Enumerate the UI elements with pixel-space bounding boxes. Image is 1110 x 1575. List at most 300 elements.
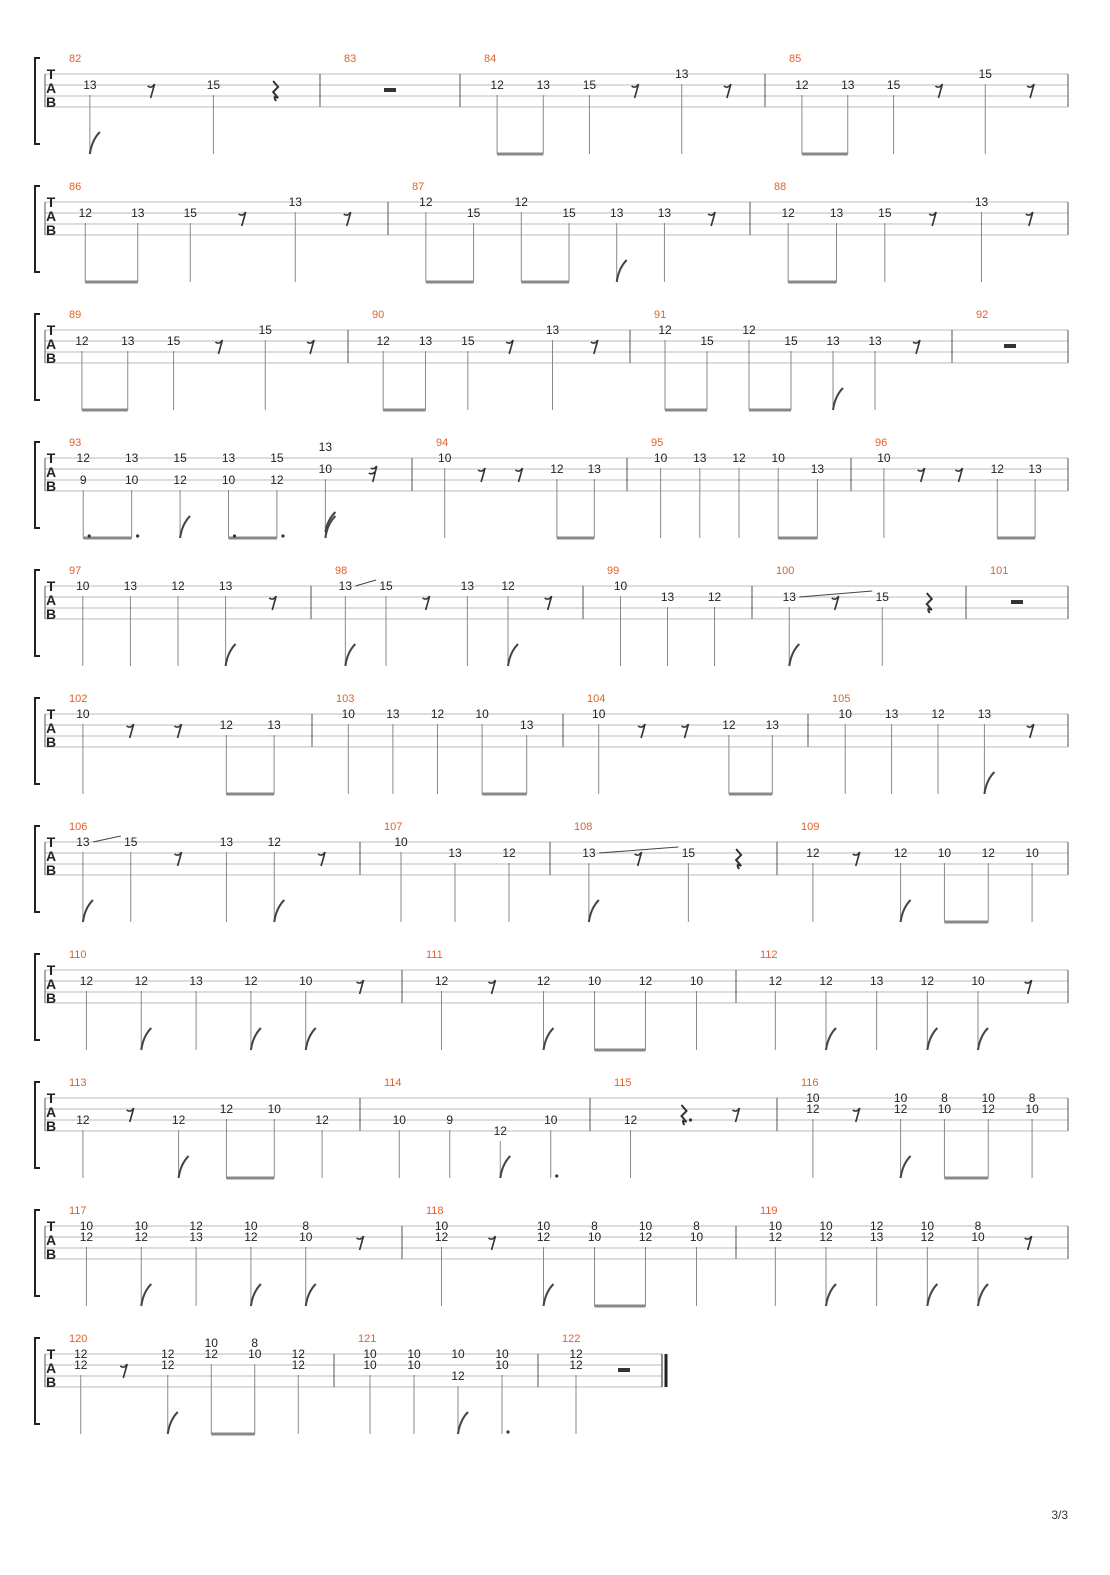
fret-number: 13 bbox=[448, 846, 462, 860]
note-flag bbox=[83, 900, 93, 922]
half-rest bbox=[1004, 344, 1016, 348]
half-rest bbox=[618, 1368, 630, 1372]
fret-number: 10 bbox=[204, 1336, 218, 1350]
note-flag bbox=[901, 900, 911, 922]
measure-number: 82 bbox=[69, 53, 82, 65]
system-bracket bbox=[35, 954, 40, 1040]
duration-dot bbox=[233, 534, 236, 537]
tab-clef-letter: A bbox=[45, 1232, 57, 1248]
measure bbox=[654, 309, 920, 410]
measure-number: 117 bbox=[69, 1205, 87, 1217]
fret-number: 12 bbox=[451, 1369, 465, 1383]
note-flag bbox=[306, 1028, 316, 1050]
measure bbox=[69, 565, 276, 666]
tab-system bbox=[35, 181, 1068, 282]
tab-clef-letter: T bbox=[46, 578, 56, 594]
fret-number: 15 bbox=[270, 451, 284, 465]
fret-number: 15 bbox=[258, 323, 272, 337]
fret-number: 13 bbox=[76, 835, 90, 849]
tab-clef-letter: B bbox=[45, 1374, 57, 1390]
fret-number: 13 bbox=[123, 579, 138, 593]
note-flag bbox=[927, 1284, 937, 1306]
tab-clef-letter: T bbox=[46, 706, 56, 722]
fret-number: 12 bbox=[569, 1347, 583, 1361]
rest-dot bbox=[689, 1118, 692, 1121]
fret-number: 15 bbox=[784, 334, 798, 348]
fret-number: 12 bbox=[219, 1102, 234, 1116]
measure bbox=[801, 821, 1039, 922]
tab-system bbox=[35, 1205, 1068, 1306]
note-flag bbox=[544, 1028, 554, 1050]
measure-number: 109 bbox=[801, 821, 820, 833]
fret-number: 12 bbox=[219, 718, 233, 732]
half-rest bbox=[384, 88, 396, 92]
fret-number: 12 bbox=[270, 473, 284, 487]
tab-system bbox=[35, 693, 1068, 794]
fret-number: 13 bbox=[782, 590, 796, 604]
measure-number: 99 bbox=[607, 565, 620, 577]
fret-number: 10 bbox=[592, 707, 606, 721]
tab-clef-letter: B bbox=[45, 222, 57, 238]
fret-number: 10 bbox=[689, 974, 704, 988]
fret-number: 15 bbox=[700, 334, 714, 348]
fret-number: 15 bbox=[379, 579, 393, 593]
fret-number: 12 bbox=[161, 1358, 175, 1372]
fret-number: 10 bbox=[613, 579, 628, 593]
measure-number: 111 bbox=[426, 949, 443, 961]
system-bracket bbox=[35, 314, 40, 400]
fret-number: 13 bbox=[536, 78, 550, 92]
measure bbox=[574, 821, 741, 922]
fret-number: 10 bbox=[587, 974, 602, 988]
tab-clef-letter: B bbox=[45, 734, 57, 750]
measure-number: 91 bbox=[654, 309, 667, 321]
measure bbox=[436, 437, 601, 538]
fret-number: 12 bbox=[493, 1124, 507, 1138]
measure bbox=[335, 565, 552, 666]
fret-number: 10 bbox=[434, 1219, 449, 1233]
fret-number: 15 bbox=[886, 78, 901, 92]
fret-number: 12 bbox=[173, 473, 187, 487]
fret-number: 12 bbox=[134, 974, 148, 988]
slide-line bbox=[799, 591, 872, 597]
fret-number: 12 bbox=[981, 1102, 995, 1116]
quarter-rest bbox=[682, 1105, 687, 1125]
note-flag bbox=[251, 1028, 261, 1050]
tab-system bbox=[35, 437, 1068, 538]
fret-number: 15 bbox=[166, 334, 181, 348]
measure-number: 110 bbox=[69, 949, 87, 961]
measure-number: 85 bbox=[789, 53, 802, 65]
measure-number: 84 bbox=[484, 53, 497, 65]
measure bbox=[651, 437, 824, 538]
half-rest bbox=[1011, 600, 1023, 604]
measure-number: 104 bbox=[587, 693, 606, 705]
system-bracket bbox=[35, 58, 40, 144]
fret-number: 12 bbox=[419, 195, 433, 209]
tab-clef-letter: T bbox=[46, 962, 56, 978]
fret-number: 12 bbox=[189, 1219, 203, 1233]
page-number: 3/3 bbox=[1051, 1508, 1068, 1522]
fret-number: 12 bbox=[134, 1230, 148, 1244]
measure bbox=[484, 53, 731, 154]
tab-clef-letter: T bbox=[46, 66, 56, 82]
tab-clef-letter: A bbox=[45, 720, 57, 736]
tab-clef-letter: A bbox=[45, 208, 57, 224]
fret-number: 12 bbox=[795, 78, 809, 92]
fret-number: 10 bbox=[495, 1347, 509, 1361]
tab-clef-letter: A bbox=[45, 80, 57, 96]
fret-number: 12 bbox=[75, 334, 89, 348]
fret-number: 12 bbox=[707, 590, 722, 604]
measure bbox=[875, 437, 1042, 538]
fret-number: 12 bbox=[550, 462, 564, 476]
fret-number: 13 bbox=[868, 334, 882, 348]
fret-number: 13 bbox=[884, 707, 899, 721]
tab-clef-letter: T bbox=[46, 834, 56, 850]
measure-number: 98 bbox=[335, 565, 348, 577]
measure bbox=[832, 693, 1034, 794]
tab-clef-letter: T bbox=[46, 1090, 56, 1106]
fret-number: 10 bbox=[341, 707, 355, 721]
note-flag bbox=[826, 1284, 836, 1306]
fret-number: 13 bbox=[83, 78, 97, 92]
measure bbox=[426, 1205, 703, 1306]
tab-system bbox=[35, 309, 1068, 410]
measure bbox=[69, 949, 364, 1050]
fret-number: 13 bbox=[693, 451, 707, 465]
fret-number: 12 bbox=[430, 707, 445, 721]
fret-number: 8 bbox=[302, 1219, 310, 1233]
fret-number: 12 bbox=[79, 974, 94, 988]
measure bbox=[344, 53, 396, 92]
fret-number: 10 bbox=[407, 1358, 421, 1372]
fret-number: 10 bbox=[394, 835, 408, 849]
fret-number: 12 bbox=[638, 974, 653, 988]
fret-number: 13 bbox=[221, 451, 236, 465]
fret-number: 10 bbox=[248, 1347, 262, 1361]
fret-number: 10 bbox=[221, 473, 236, 487]
note-flag bbox=[901, 1156, 911, 1178]
fret-number: 10 bbox=[451, 1347, 465, 1361]
measure bbox=[69, 309, 314, 410]
measure-number: 120 bbox=[69, 1333, 88, 1345]
fret-number: 12 bbox=[819, 974, 833, 988]
measure bbox=[990, 565, 1023, 604]
fret-number: 12 bbox=[76, 451, 90, 465]
measure bbox=[358, 1333, 510, 1434]
system-bracket bbox=[35, 1210, 40, 1296]
fret-number: 12 bbox=[267, 835, 281, 849]
fret-number: 12 bbox=[893, 1102, 908, 1116]
measure bbox=[976, 309, 1016, 348]
fret-number: 12 bbox=[434, 1230, 449, 1244]
fret-number: 10 bbox=[689, 1230, 704, 1244]
measure-number: 107 bbox=[384, 821, 403, 833]
fret-number: 12 bbox=[376, 334, 390, 348]
fret-number: 10 bbox=[806, 1091, 820, 1105]
measure bbox=[69, 1077, 329, 1178]
fret-number: 15 bbox=[978, 67, 992, 81]
measure-number: 103 bbox=[336, 693, 355, 705]
measure-number: 83 bbox=[344, 53, 357, 65]
measure bbox=[69, 53, 278, 154]
fret-number: 12 bbox=[79, 1230, 94, 1244]
system-bracket bbox=[35, 570, 40, 656]
fret-number: 12 bbox=[981, 846, 995, 860]
fret-number: 12 bbox=[768, 1230, 783, 1244]
fret-number: 10 bbox=[76, 707, 90, 721]
fret-number: 13 bbox=[841, 78, 855, 92]
fret-number: 12 bbox=[722, 718, 736, 732]
fret-number: 12 bbox=[931, 707, 945, 721]
tab-clef-letter: T bbox=[46, 1346, 56, 1362]
measure-number: 97 bbox=[69, 565, 82, 577]
fret-number: 12 bbox=[819, 1230, 833, 1244]
note-flag bbox=[226, 644, 236, 666]
fret-number: 10 bbox=[587, 1230, 602, 1244]
measure-number: 108 bbox=[574, 821, 593, 833]
fret-number: 15 bbox=[206, 78, 221, 92]
fret-number: 13 bbox=[675, 67, 689, 81]
note-flag bbox=[274, 900, 284, 922]
measure bbox=[412, 181, 715, 282]
tab-clef-letter: B bbox=[45, 350, 57, 366]
fret-number: 10 bbox=[299, 1230, 313, 1244]
fret-number: 8 bbox=[941, 1091, 948, 1105]
fret-number: 10 bbox=[134, 1219, 148, 1233]
fret-number: 13 bbox=[218, 579, 233, 593]
tab-system bbox=[35, 53, 1068, 154]
measure-number: 101 bbox=[990, 565, 1009, 577]
fret-number: 10 bbox=[76, 579, 90, 593]
measure-number: 118 bbox=[426, 1205, 444, 1217]
measure-number: 88 bbox=[774, 181, 787, 193]
note-flag bbox=[500, 1156, 510, 1178]
measure-number: 100 bbox=[776, 565, 795, 577]
fret-number: 10 bbox=[79, 1219, 94, 1233]
duration-dot bbox=[506, 1430, 509, 1433]
tab-clef-letter: A bbox=[45, 592, 57, 608]
measure-number: 105 bbox=[832, 693, 851, 705]
measure bbox=[69, 821, 325, 922]
measure-number: 114 bbox=[384, 1077, 402, 1089]
fret-number: 10 bbox=[392, 1113, 406, 1127]
fret-number: 13 bbox=[582, 846, 596, 860]
fret-number: 13 bbox=[587, 462, 601, 476]
measure-number: 119 bbox=[760, 1205, 778, 1217]
fret-number: 12 bbox=[623, 1113, 638, 1127]
fret-number: 10 bbox=[244, 1219, 258, 1233]
tab-system bbox=[35, 821, 1068, 922]
slide-line bbox=[355, 580, 376, 586]
fret-number: 13 bbox=[318, 440, 333, 454]
fret-number: 8 bbox=[693, 1219, 700, 1233]
fret-number: 9 bbox=[446, 1113, 454, 1127]
fret-number: 12 bbox=[502, 846, 516, 860]
fret-number: 15 bbox=[124, 835, 138, 849]
system-bracket bbox=[35, 442, 40, 528]
fret-number: 13 bbox=[1028, 462, 1042, 476]
fret-number: 12 bbox=[869, 1219, 884, 1233]
tab-clef-letter: A bbox=[45, 464, 57, 480]
fret-number: 12 bbox=[291, 1358, 305, 1372]
measure-number: 121 bbox=[358, 1333, 377, 1345]
fret-number: 10 bbox=[819, 1219, 833, 1233]
fret-number: 13 bbox=[520, 718, 534, 732]
note-flag bbox=[833, 388, 843, 410]
fret-number: 10 bbox=[893, 1091, 908, 1105]
tab-system bbox=[35, 1077, 1068, 1178]
fret-number: 13 bbox=[869, 1230, 884, 1244]
system-bracket bbox=[35, 1338, 40, 1424]
fret-number: 8 bbox=[974, 1219, 982, 1233]
duration-dot bbox=[555, 1174, 558, 1177]
note-flag bbox=[251, 1284, 261, 1306]
note-flag bbox=[90, 132, 100, 154]
fret-number: 13 bbox=[189, 974, 203, 988]
measure bbox=[69, 693, 281, 794]
measure bbox=[607, 565, 721, 666]
fret-number: 13 bbox=[545, 323, 560, 337]
fret-number: 13 bbox=[660, 590, 675, 604]
fret-number: 10 bbox=[768, 1219, 783, 1233]
fret-number: 10 bbox=[877, 451, 891, 465]
fret-number: 15 bbox=[562, 206, 576, 220]
fret-number: 13 bbox=[765, 718, 779, 732]
measure bbox=[801, 1077, 1039, 1178]
tab-system bbox=[35, 1333, 666, 1434]
measure bbox=[384, 821, 516, 922]
measure-number: 89 bbox=[69, 309, 82, 321]
fret-number: 13 bbox=[124, 451, 139, 465]
fret-number: 15 bbox=[173, 451, 187, 465]
tab-clef-letter: A bbox=[45, 1104, 57, 1120]
fret-number: 13 bbox=[121, 334, 135, 348]
tab-clef-letter: A bbox=[45, 1360, 57, 1376]
system-bracket bbox=[35, 1082, 40, 1168]
measure-number: 106 bbox=[69, 821, 88, 833]
measure bbox=[336, 693, 534, 794]
measure bbox=[587, 693, 779, 794]
fret-number: 12 bbox=[161, 1347, 175, 1361]
fret-number: 12 bbox=[536, 974, 551, 988]
tab-system bbox=[35, 949, 1068, 1050]
duration-dot bbox=[136, 534, 139, 537]
fret-number: 12 bbox=[78, 206, 92, 220]
tab-clef-letter: A bbox=[45, 336, 57, 352]
fret-number: 10 bbox=[438, 451, 452, 465]
measure-number: 116 bbox=[801, 1077, 819, 1089]
tab-system bbox=[35, 565, 1068, 666]
fret-number: 10 bbox=[771, 451, 785, 465]
note-flag bbox=[345, 644, 355, 666]
measure bbox=[69, 1333, 305, 1434]
measure-number: 115 bbox=[614, 1077, 632, 1089]
measure-number: 95 bbox=[651, 437, 664, 449]
fret-number: 12 bbox=[920, 974, 935, 988]
tab-clef-letter: T bbox=[46, 322, 56, 338]
fret-number: 12 bbox=[291, 1347, 305, 1361]
note-flag bbox=[927, 1028, 937, 1050]
fret-number: 10 bbox=[407, 1347, 421, 1361]
fret-number: 12 bbox=[569, 1358, 583, 1372]
note-flag bbox=[544, 1284, 554, 1306]
fret-number: 12 bbox=[806, 1102, 820, 1116]
fret-number: 10 bbox=[971, 974, 985, 988]
system-bracket bbox=[35, 186, 40, 272]
measure bbox=[426, 949, 703, 1050]
note-flag bbox=[180, 516, 190, 538]
fret-number: 10 bbox=[981, 1091, 995, 1105]
fret-number: 12 bbox=[74, 1347, 88, 1361]
fret-number: 10 bbox=[653, 451, 668, 465]
fret-number: 12 bbox=[732, 451, 746, 465]
fret-number: 10 bbox=[363, 1358, 377, 1372]
fret-number: 10 bbox=[937, 846, 952, 860]
fret-number: 12 bbox=[315, 1113, 329, 1127]
fret-number: 10 bbox=[937, 1102, 952, 1116]
measure-number: 122 bbox=[562, 1333, 581, 1345]
fret-number: 8 bbox=[251, 1336, 259, 1350]
measure-number: 102 bbox=[69, 693, 88, 705]
note-flag bbox=[508, 644, 518, 666]
fret-number: 12 bbox=[490, 78, 504, 92]
fret-number: 13 bbox=[829, 206, 844, 220]
measure bbox=[789, 53, 1034, 154]
fret-number: 12 bbox=[658, 323, 672, 337]
fret-number: 13 bbox=[189, 1230, 203, 1244]
measure bbox=[372, 309, 598, 410]
tab-clef-letter: B bbox=[45, 1118, 57, 1134]
fret-number: 13 bbox=[418, 334, 433, 348]
fret-number: 15 bbox=[582, 78, 597, 92]
fret-number: 13 bbox=[338, 579, 353, 593]
tab-clef-letter: A bbox=[45, 848, 57, 864]
fret-number: 12 bbox=[638, 1230, 653, 1244]
note-flag bbox=[168, 1412, 178, 1434]
fret-number: 10 bbox=[299, 974, 313, 988]
measure bbox=[69, 437, 377, 538]
fret-number: 12 bbox=[781, 206, 795, 220]
tab-clef-letter: T bbox=[46, 194, 56, 210]
fret-number: 10 bbox=[495, 1358, 509, 1372]
fret-number: 10 bbox=[318, 462, 333, 476]
quarter-rest bbox=[927, 593, 932, 613]
system-bracket bbox=[35, 826, 40, 912]
fret-number: 13 bbox=[974, 195, 989, 209]
fret-number: 15 bbox=[466, 206, 481, 220]
measure-number: 112 bbox=[760, 949, 778, 961]
measure-number: 94 bbox=[436, 437, 449, 449]
note-flag bbox=[141, 1028, 151, 1050]
fret-number: 12 bbox=[171, 1113, 186, 1127]
fret-number: 10 bbox=[363, 1347, 377, 1361]
fret-number: 13 bbox=[386, 707, 400, 721]
measure bbox=[614, 1077, 740, 1178]
fret-number: 12 bbox=[501, 579, 515, 593]
fret-number: 12 bbox=[742, 323, 756, 337]
note-flag bbox=[458, 1412, 468, 1434]
fret-number: 12 bbox=[920, 1230, 935, 1244]
fret-number: 13 bbox=[219, 835, 234, 849]
measure bbox=[69, 1205, 364, 1306]
fret-number: 12 bbox=[76, 1113, 90, 1127]
tab-clef-letter: T bbox=[46, 1218, 56, 1234]
fret-number: 12 bbox=[990, 462, 1004, 476]
fret-number: 10 bbox=[267, 1102, 281, 1116]
measure-number: 93 bbox=[69, 437, 82, 449]
